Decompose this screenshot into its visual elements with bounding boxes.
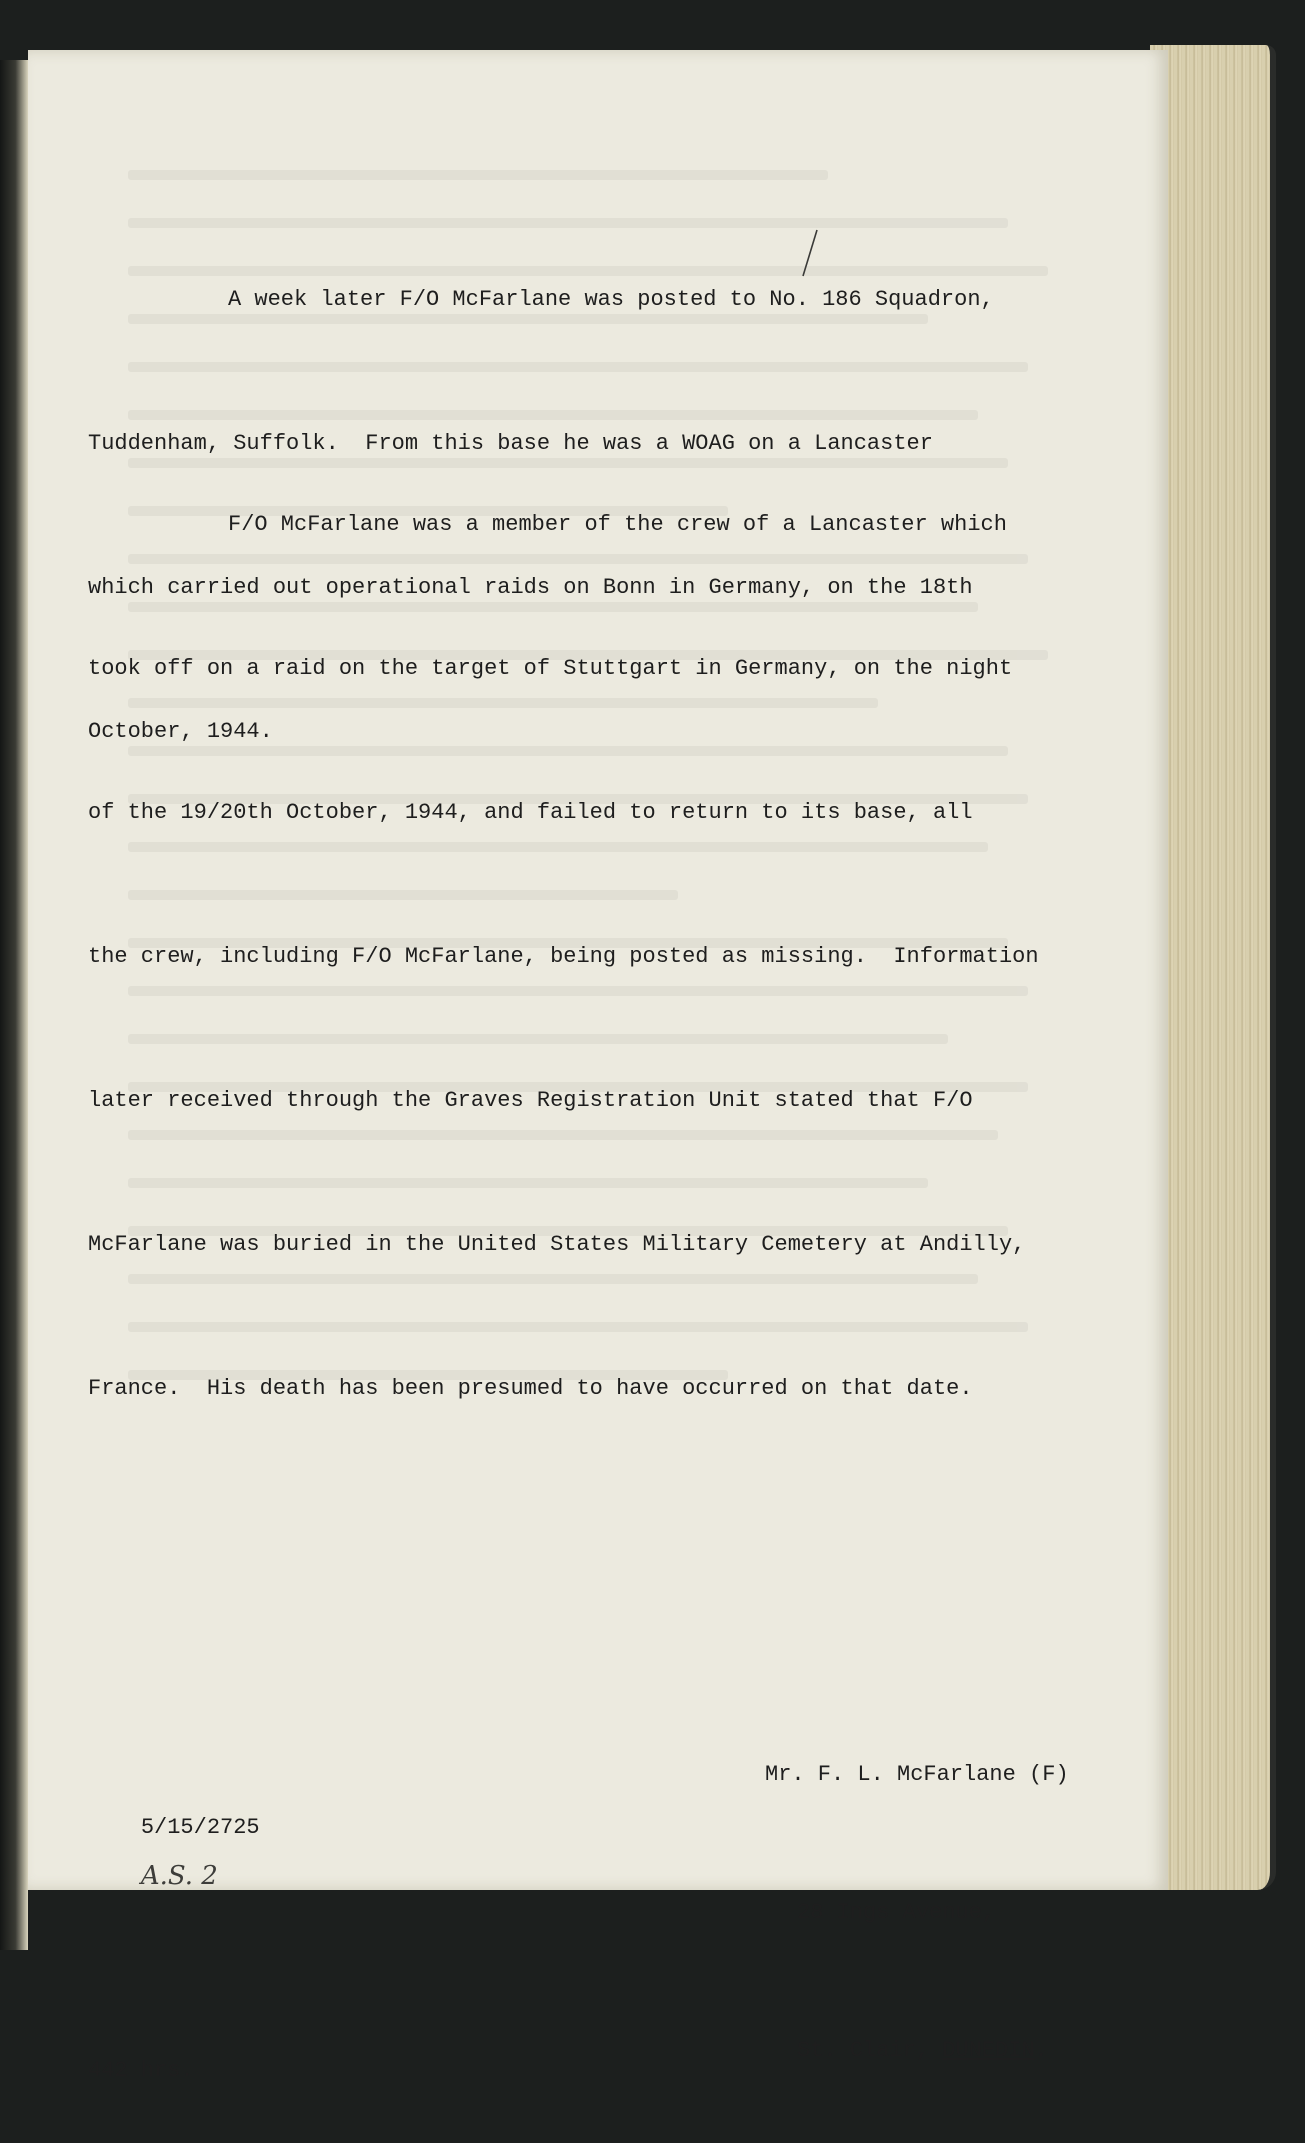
address-city-line: [765, 2028, 1069, 2074]
text-line: later received through the Graves Registration Unit stated that F/O: [88, 1088, 973, 1113]
text-line: Tuddenham, Suffolk. From this base he was a WOAG on a Lancaster: [88, 431, 933, 456]
handwritten-slash-mark: [795, 228, 825, 278]
address-city-prefix: St. Clair,: [797, 2038, 943, 2063]
text-line: which carried out operational raids on Bonn in Germany, on the 18th: [88, 575, 973, 600]
address-city: DUNEDIN: [942, 2038, 1035, 2063]
paragraph-missing: [88, 405, 1039, 1461]
text-line: McFarlane was buried in the United States Military Cemetery at Andilly,: [88, 1232, 1026, 1257]
handwritten-note: A.S. 2: [140, 1861, 218, 1891]
text-line: F/O McFarlane was a member of the crew of a Lancaster which: [228, 512, 1007, 537]
page-stack-edge: [1150, 45, 1276, 1890]
address-street: 28 Ings Avenue,: [797, 1900, 996, 1925]
text-line: A week later F/O McFarlane was posted to No. 186 Squadron,: [228, 287, 994, 312]
file-reference: 5/15/2725: [140, 1815, 260, 1840]
text-line: took off on a raid on the target of Stuttgart in Germany, on the night: [88, 656, 1013, 681]
address-city-suffix: .: [1034, 2038, 1048, 2063]
file-reference-block: [88, 1660, 260, 2143]
text-line: the crew, including F/O McFarlane, being posted as missing. Information: [88, 944, 1039, 969]
binder-edge: [0, 60, 28, 1950]
text-line: France. His death has been presumed to have occurred on that date.: [88, 1376, 973, 1401]
text-line: October, 1944.: [88, 719, 273, 744]
flying-hours: 442 hrs.: [88, 2058, 194, 2083]
addressee-name: Mr. F. L. McFarlane (F): [765, 1762, 1069, 1787]
text-line: of the 19/20th October, 1944, and failed to return to its base, all: [88, 800, 973, 825]
address-block: [765, 1660, 1069, 2120]
